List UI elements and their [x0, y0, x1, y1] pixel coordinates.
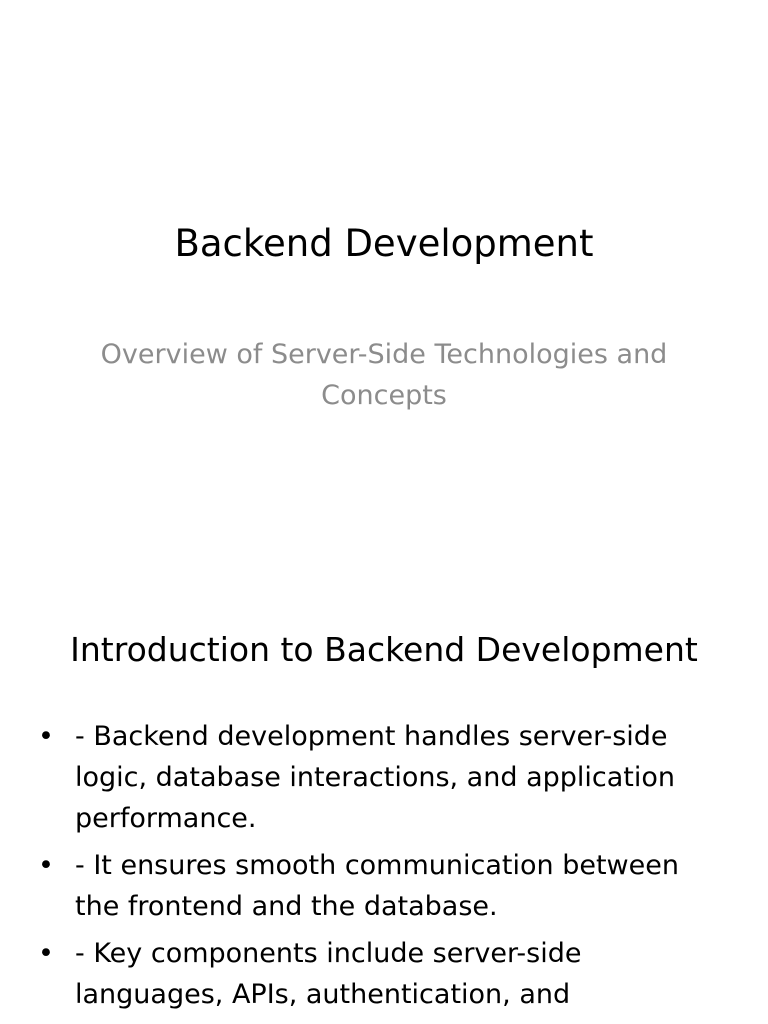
- slide-subtitle: Overview of Server-Side Technologies and Concepts: [100, 339, 668, 411]
- bullet-item: [38, 716, 728, 839]
- slide-title: Introduction to Backend Development: [70, 630, 698, 669]
- bullet-item: [38, 845, 728, 927]
- bullet-text: - Backend development handles server-side logic, database interactions, and application performance.: [75, 721, 675, 834]
- intro-slide: [0, 576, 768, 1024]
- bullet-list: [38, 716, 728, 1021]
- bullet-marker: •: [38, 721, 54, 752]
- bullet-marker: •: [38, 850, 54, 881]
- bullet-item: [38, 933, 728, 1015]
- bullet-text: - Key components include server-side languages, APIs, authentication, and: [75, 938, 582, 1010]
- slide-title: Backend Development: [174, 222, 594, 265]
- bullet-marker: •: [38, 938, 54, 969]
- bullet-text: - It ensures smooth communication between the frontend and the database.: [75, 850, 679, 922]
